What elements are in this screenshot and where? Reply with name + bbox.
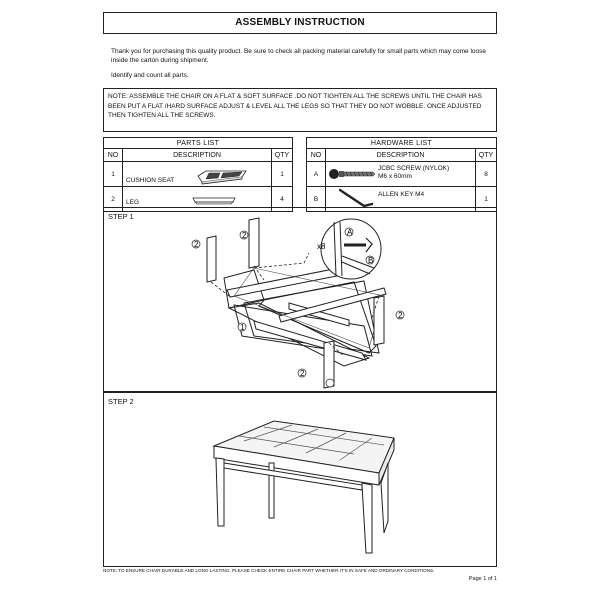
parts-list-table: [103, 137, 293, 212]
parts-no: 2: [104, 187, 123, 212]
intro-text: Thank you for purchasing this quality product. Be sure to check all packing material carefully for small parts which may come loose inside the carton during shipment.: [111, 48, 487, 64]
hardware-description-size: M6 x 60mm: [378, 173, 412, 180]
step-1-panel: [103, 207, 497, 392]
identify-text: Identify and count all parts.: [111, 72, 189, 79]
page-number: Page 1 of 1: [468, 576, 497, 582]
parts-qty: 1: [272, 162, 293, 187]
hardware-list-title: HARDWARE LIST: [307, 138, 497, 149]
hardware-no-header: NO: [307, 149, 326, 162]
parts-list-title: PARTS LIST: [104, 138, 293, 149]
step-1-multiplier: x8: [317, 242, 326, 251]
parts-description-label: CUSHION SEAT: [126, 177, 175, 184]
callout-leg: 2: [300, 369, 305, 378]
callout-seat: 1: [240, 323, 245, 332]
instruction-sheet: [103, 12, 497, 580]
footnote: NOTE: TO ENSURE CHAIR DURABLE AND LONG LASTING, PLEASE CHECK ENTIRE CHAIR PART WHETHER IT'S IN SAFE AND ORDINARY CONDITIONS.: [103, 568, 435, 573]
step-2-label: STEP 2: [108, 397, 134, 406]
step-1-label: STEP 1: [108, 212, 134, 221]
parts-description-header: DESCRIPTION: [123, 149, 272, 162]
hardware-qty-header: QTY: [476, 149, 497, 162]
page-title: ASSEMBLY INSTRUCTION: [103, 12, 497, 34]
bench-illustration: [104, 393, 496, 566]
hardware-description-label: JCBC SCREW (NYLOK): [378, 165, 450, 172]
parts-description: [123, 162, 272, 187]
hardware-qty: 1: [476, 187, 497, 212]
hardware-list-table: [306, 137, 497, 212]
step-1-diagram: [104, 208, 496, 391]
cushion-seat-icon: [192, 168, 252, 186]
parts-no-header: NO: [104, 149, 123, 162]
callout-leg: 2: [194, 240, 199, 249]
hardware-description: [326, 162, 476, 187]
hardware-description-label: ALLEN KEY M4: [378, 191, 425, 198]
parts-row: [104, 162, 293, 187]
hardware-no: A: [307, 162, 326, 187]
hardware-description-header: DESCRIPTION: [326, 149, 476, 162]
hardware-qty: 8: [476, 162, 497, 187]
parts-description-label: LEG: [126, 199, 140, 206]
callout-key: B: [368, 256, 374, 265]
parts-no: 1: [104, 162, 123, 187]
hardware-row: [307, 162, 497, 187]
screw-icon: [328, 167, 376, 181]
assembly-note: NOTE: ASSEMBLE THE CHAIR ON A FLAT & SOFT SURFACE .DO NOT TIGHTEN ALL THE SCREWS UNTIL THE CHAIR HAS BEEN PUT A FLAT /HARD SURFACE ADJUST & LEVEL ALL THE LEGS SO THAT THEY DO NOT WOBBLE. ONCE ADJUSTED THEN TIGHTEN ALL THE SCREWS.: [103, 88, 497, 132]
parts-qty: 4: [272, 187, 293, 212]
callout-screw: A: [347, 228, 353, 237]
callout-leg: 2: [242, 231, 247, 240]
leg-icon: [189, 194, 249, 206]
hardware-no: B: [307, 187, 326, 212]
parts-qty-header: QTY: [272, 149, 293, 162]
callout-leg: 2: [398, 311, 403, 320]
step-2-panel: [103, 392, 497, 567]
